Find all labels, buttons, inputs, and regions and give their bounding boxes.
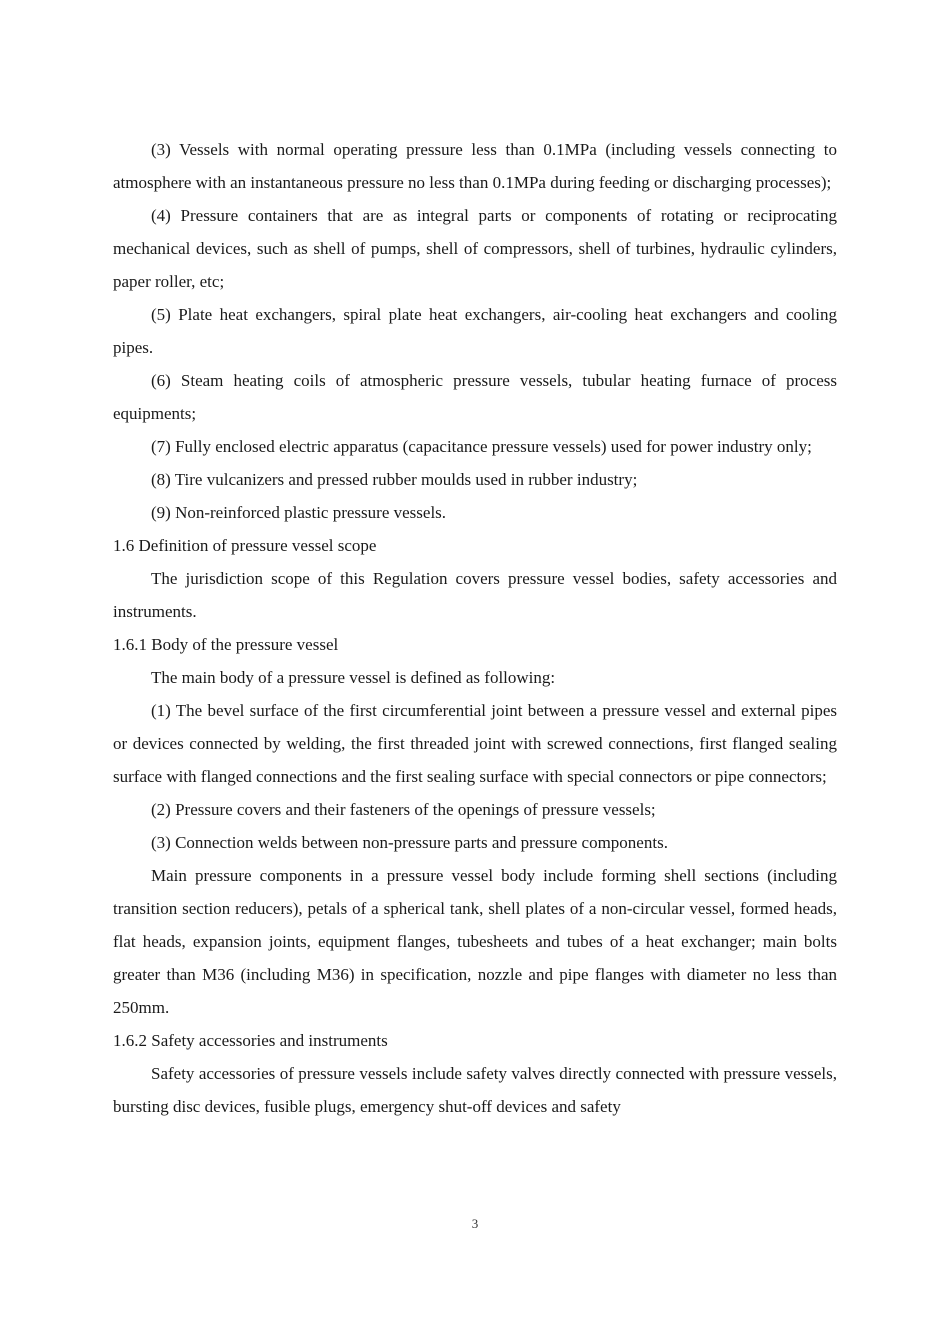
paragraph-item-7: (7) Fully enclosed electric apparatus (capacitance pressure vessels) used for power industry only;	[151, 437, 812, 456]
section-heading-1-6: 1.6 Definition of pressure vessel scope	[113, 536, 377, 555]
paragraph-body-item-1: (1) The bevel surface of the first circumferential joint between a pressure vessel and external pipes or devices connected by welding, the first threaded joint with screwed connections, first flanged sealing surface with flanged connections and the first sealing surface with special connectors or pipe connectors;	[113, 701, 837, 786]
section-heading-1-6-2: 1.6.2 Safety accessories and instruments	[113, 1031, 388, 1050]
paragraph-body-item-3: (3) Connection welds between non-pressure parts and pressure components.	[151, 833, 668, 852]
page-number: 3	[471, 1216, 479, 1231]
paragraph-item-4: (4) Pressure containers that are as integral parts or components of rotating or reciprocating mechanical devices, such as shell of pumps, shell of compressors, shell of turbines, hydraulic cylinders, paper roller, etc;	[113, 206, 837, 291]
paragraph-body-item-2: (2) Pressure covers and their fasteners of the openings of pressure vessels;	[151, 800, 656, 819]
paragraph-safety-accessories: Safety accessories of pressure vessels include safety valves directly connected with pressure vessels, bursting disc devices, fusible plugs, emergency shut-off devices and safety	[113, 1064, 837, 1116]
paragraph-main-components: Main pressure components in a pressure vessel body include forming shell sections (including transition section reducers), petals of a spherical tank, shell plates of a non-circular vessel, formed heads, flat heads, expansion joints, equipment flanges, tubesheets and tubes of a heat exchanger; main bolts greater than M36 (including M36) in specification, nozzle and pipe flanges with diameter no less than 250mm.	[113, 866, 837, 1017]
document-body	[113, 133, 837, 1123]
paragraph-item-5: (5) Plate heat exchangers, spiral plate heat exchangers, air-cooling heat exchangers and cooling pipes.	[113, 305, 837, 357]
paragraph-item-3: (3) Vessels with normal operating pressure less than 0.1MPa (including vessels connecting to atmosphere with an instantaneous pressure no less than 0.1MPa during feeding or discharging processes);	[113, 140, 837, 192]
section-heading-1-6-1: 1.6.1 Body of the pressure vessel	[113, 635, 339, 654]
paragraph-item-8: (8) Tire vulcanizers and pressed rubber moulds used in rubber industry;	[151, 470, 638, 489]
paragraph-item-6: (6) Steam heating coils of atmospheric pressure vessels, tubular heating furnace of process equipments;	[113, 371, 837, 423]
paragraph-main-body-intro: The main body of a pressure vessel is defined as following:	[151, 668, 556, 687]
paragraph-item-9: (9) Non-reinforced plastic pressure vessels.	[151, 503, 447, 522]
paragraph-scope: The jurisdiction scope of this Regulation covers pressure vessel bodies, safety accessories and instruments.	[113, 569, 837, 621]
